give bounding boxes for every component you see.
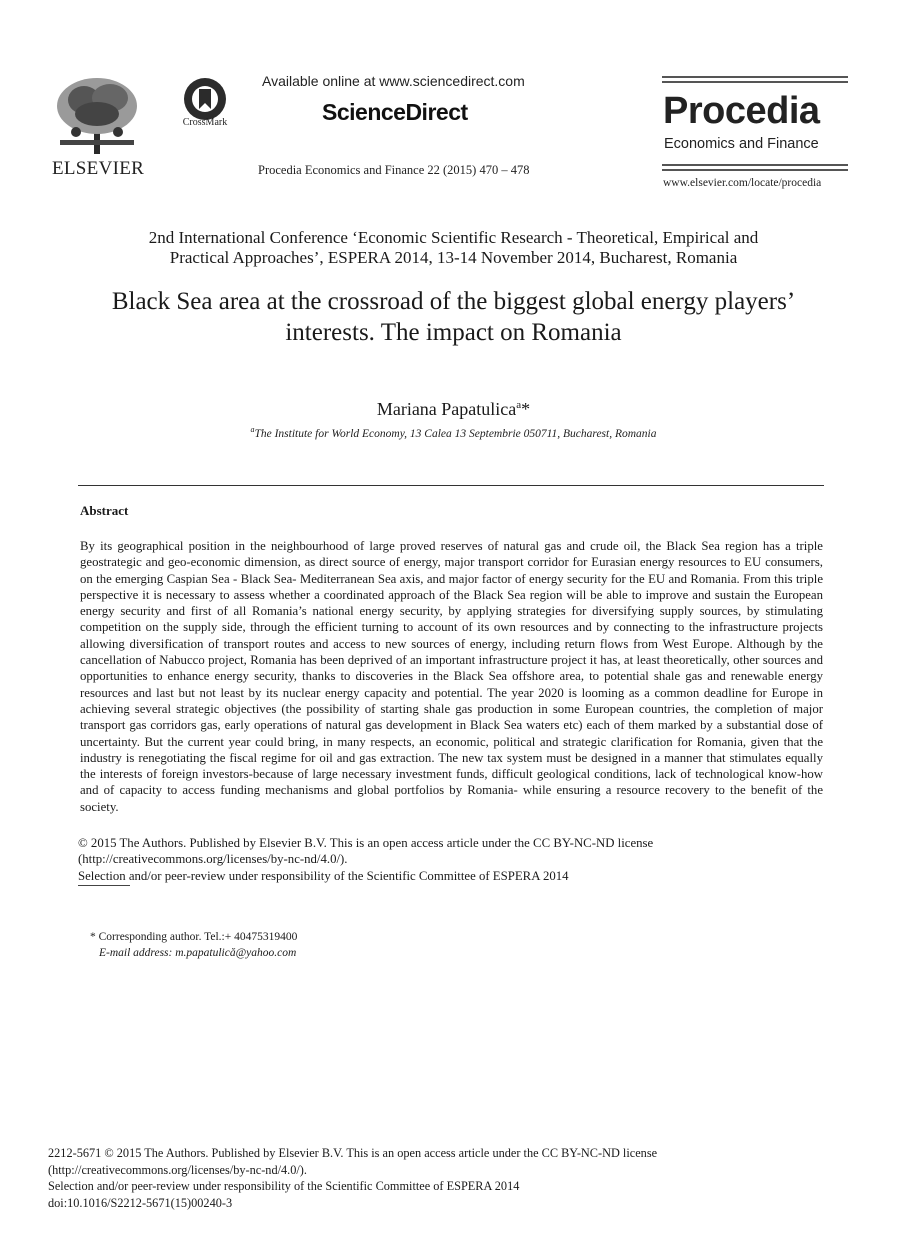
footnote — [90, 929, 297, 961]
conference-line-1: 2nd International Conference ‘Economic Scientific Research - Theoretical, Empirical and — [148, 228, 759, 247]
author-affiliation-mark: a — [516, 399, 522, 411]
abstract-heading: Abstract — [80, 503, 129, 518]
footer-license-link[interactable]: (http://creativecommons.org/licenses/by-nc-nd/4.0/). — [48, 1162, 307, 1177]
procedia-top-rule-2 — [662, 81, 848, 83]
author-line — [0, 399, 907, 420]
affiliation-mark: a — [250, 425, 255, 434]
sciencedirect-logo: ScienceDirect — [322, 99, 468, 125]
abstract-divider — [78, 485, 824, 486]
corresponding-star: * — [521, 399, 531, 419]
affiliation-line — [0, 425, 907, 440]
conference-line-2: Practical Approaches’, ESPERA 2014, 13-14 November 2014, Bucharest, Romania — [169, 248, 738, 267]
copyright-line-1: © 2015 The Authors. Published by Elsevier B.V. This is an open access article under the CC BY-NC-ND license — [78, 836, 654, 850]
procedia-bottom-rule-2 — [662, 169, 848, 171]
title-line-2: interests. The impact on Romania — [285, 319, 622, 346]
copyright-notice — [78, 835, 823, 884]
procedia-top-rule — [662, 76, 848, 78]
email-address[interactable]: m.papatulică@yahoo.com — [175, 947, 297, 959]
conference-info — [60, 228, 847, 268]
crossmark-icon — [182, 76, 228, 122]
affiliation-text: The Institute for World Economy, 13 Calea 13 Septembrie 050711, Bucharest, Romania — [254, 427, 657, 440]
procedia-subtitle: Economics and Finance — [664, 136, 819, 152]
crossmark-label: CrossMark — [182, 117, 228, 128]
email-label: E-mail address: — [99, 947, 173, 959]
title-line-1: Black Sea area at the crossroad of the biggest global energy players’ — [111, 288, 796, 315]
footer-line-3: Selection and/or peer-review under responsibility of the Scientific Committee of ESPERA 2014 — [48, 1179, 520, 1193]
procedia-bottom-rule — [662, 164, 848, 166]
author-name: Mariana Papatulica — [376, 399, 517, 419]
procedia-wordmark: Procedia — [663, 90, 820, 132]
copyright-line-3: Selection and/or peer-review under responsibility of the Scientific Committee of ESPERA 2014 — [78, 868, 569, 883]
elsevier-wordmark: ELSEVIER — [52, 158, 145, 179]
article-title — [60, 286, 847, 348]
footer-doi[interactable]: doi:10.1016/S2212-5671(15)00240-3 — [48, 1195, 233, 1210]
footer-line-1: 2212-5671 © 2015 The Authors. Published by Elsevier B.V. This is an open access article under the CC BY-NC-ND license — [48, 1146, 658, 1160]
corresponding-author: * Corresponding author. Tel.:+ 40475319400 — [90, 931, 298, 943]
footnote-rule — [78, 885, 130, 886]
license-link[interactable]: (http://creativecommons.org/licenses/by-nc-nd/4.0/). — [78, 852, 348, 867]
journal-reference: Procedia Economics and Finance 22 (2015) 470 – 478 — [258, 163, 530, 177]
abstract-body: By its geographical position in the neighbourhood of large proved reserves of natural gas and crude oil, the Black Sea region has a triple geostrategic and geo-economic dimension, as direct source of energy, major transport corridor for Eurasian energy resources to EU consumers, on the emerging Caspian Sea - Black Sea- Mediterranean Sea axis, and major factor of energy security for the EU and Romania. From this triple perspective it is necessary to assess whether a coordinated approach of the Black Sea region will be able to improve and sustain the European energy security and first of all Romania’s national energy security, by applying strategies for diversifying supply sources, by stimulating competition on the supply side, through the efficient turning to account of its own resources and by connecting to the infrastructure projects allowing diversification of transport routes and access to new sources of energy, including return flows from West Europe. Although by the cancellation of Nabucco project, Romania has been deprived of an important infrastructure project it has, at least theoretically, other sources and opportunities to enhance energy security, thanks to discoveries in the Black Sea offshore area, to potential shale gas and renewable energy resources and last but not least by its nuclear energy capacity and potential. The year 2020 is looming as a common deadline for Europe in achieving several strategic objectives (the possibility of starting shale gas production in some European countries, the completion of major transport gas corridors gas, early operations of natural gas development in Black Sea waters etc) each of them marked by a substantial dose of uncertainty. But the current year could bring, in many respects, an economic, political and strategic clarification for Romania, given that the industry is renegotiating the fiscal regime for oil and gas extraction. The new tax system must be designed in a manner that stimulates equally the interests of foreign investors-because of large necessary investment funds, difficult geological conditions, lack of technological know-how and of capacity to access funding mechanisms and global portfolios by Romania- while ensuring a resource recovery to the benefit of the society. — [80, 539, 823, 814]
page-footer — [48, 1145, 657, 1211]
procedia-url[interactable]: www.elsevier.com/locate/procedia — [663, 177, 822, 189]
elsevier-logo — [50, 72, 146, 182]
available-online-text[interactable]: Available online at www.sciencedirect.com — [262, 73, 525, 89]
procedia-logo-block — [662, 76, 850, 194]
email-line — [90, 945, 297, 961]
elsevier-tree-icon — [54, 74, 140, 154]
